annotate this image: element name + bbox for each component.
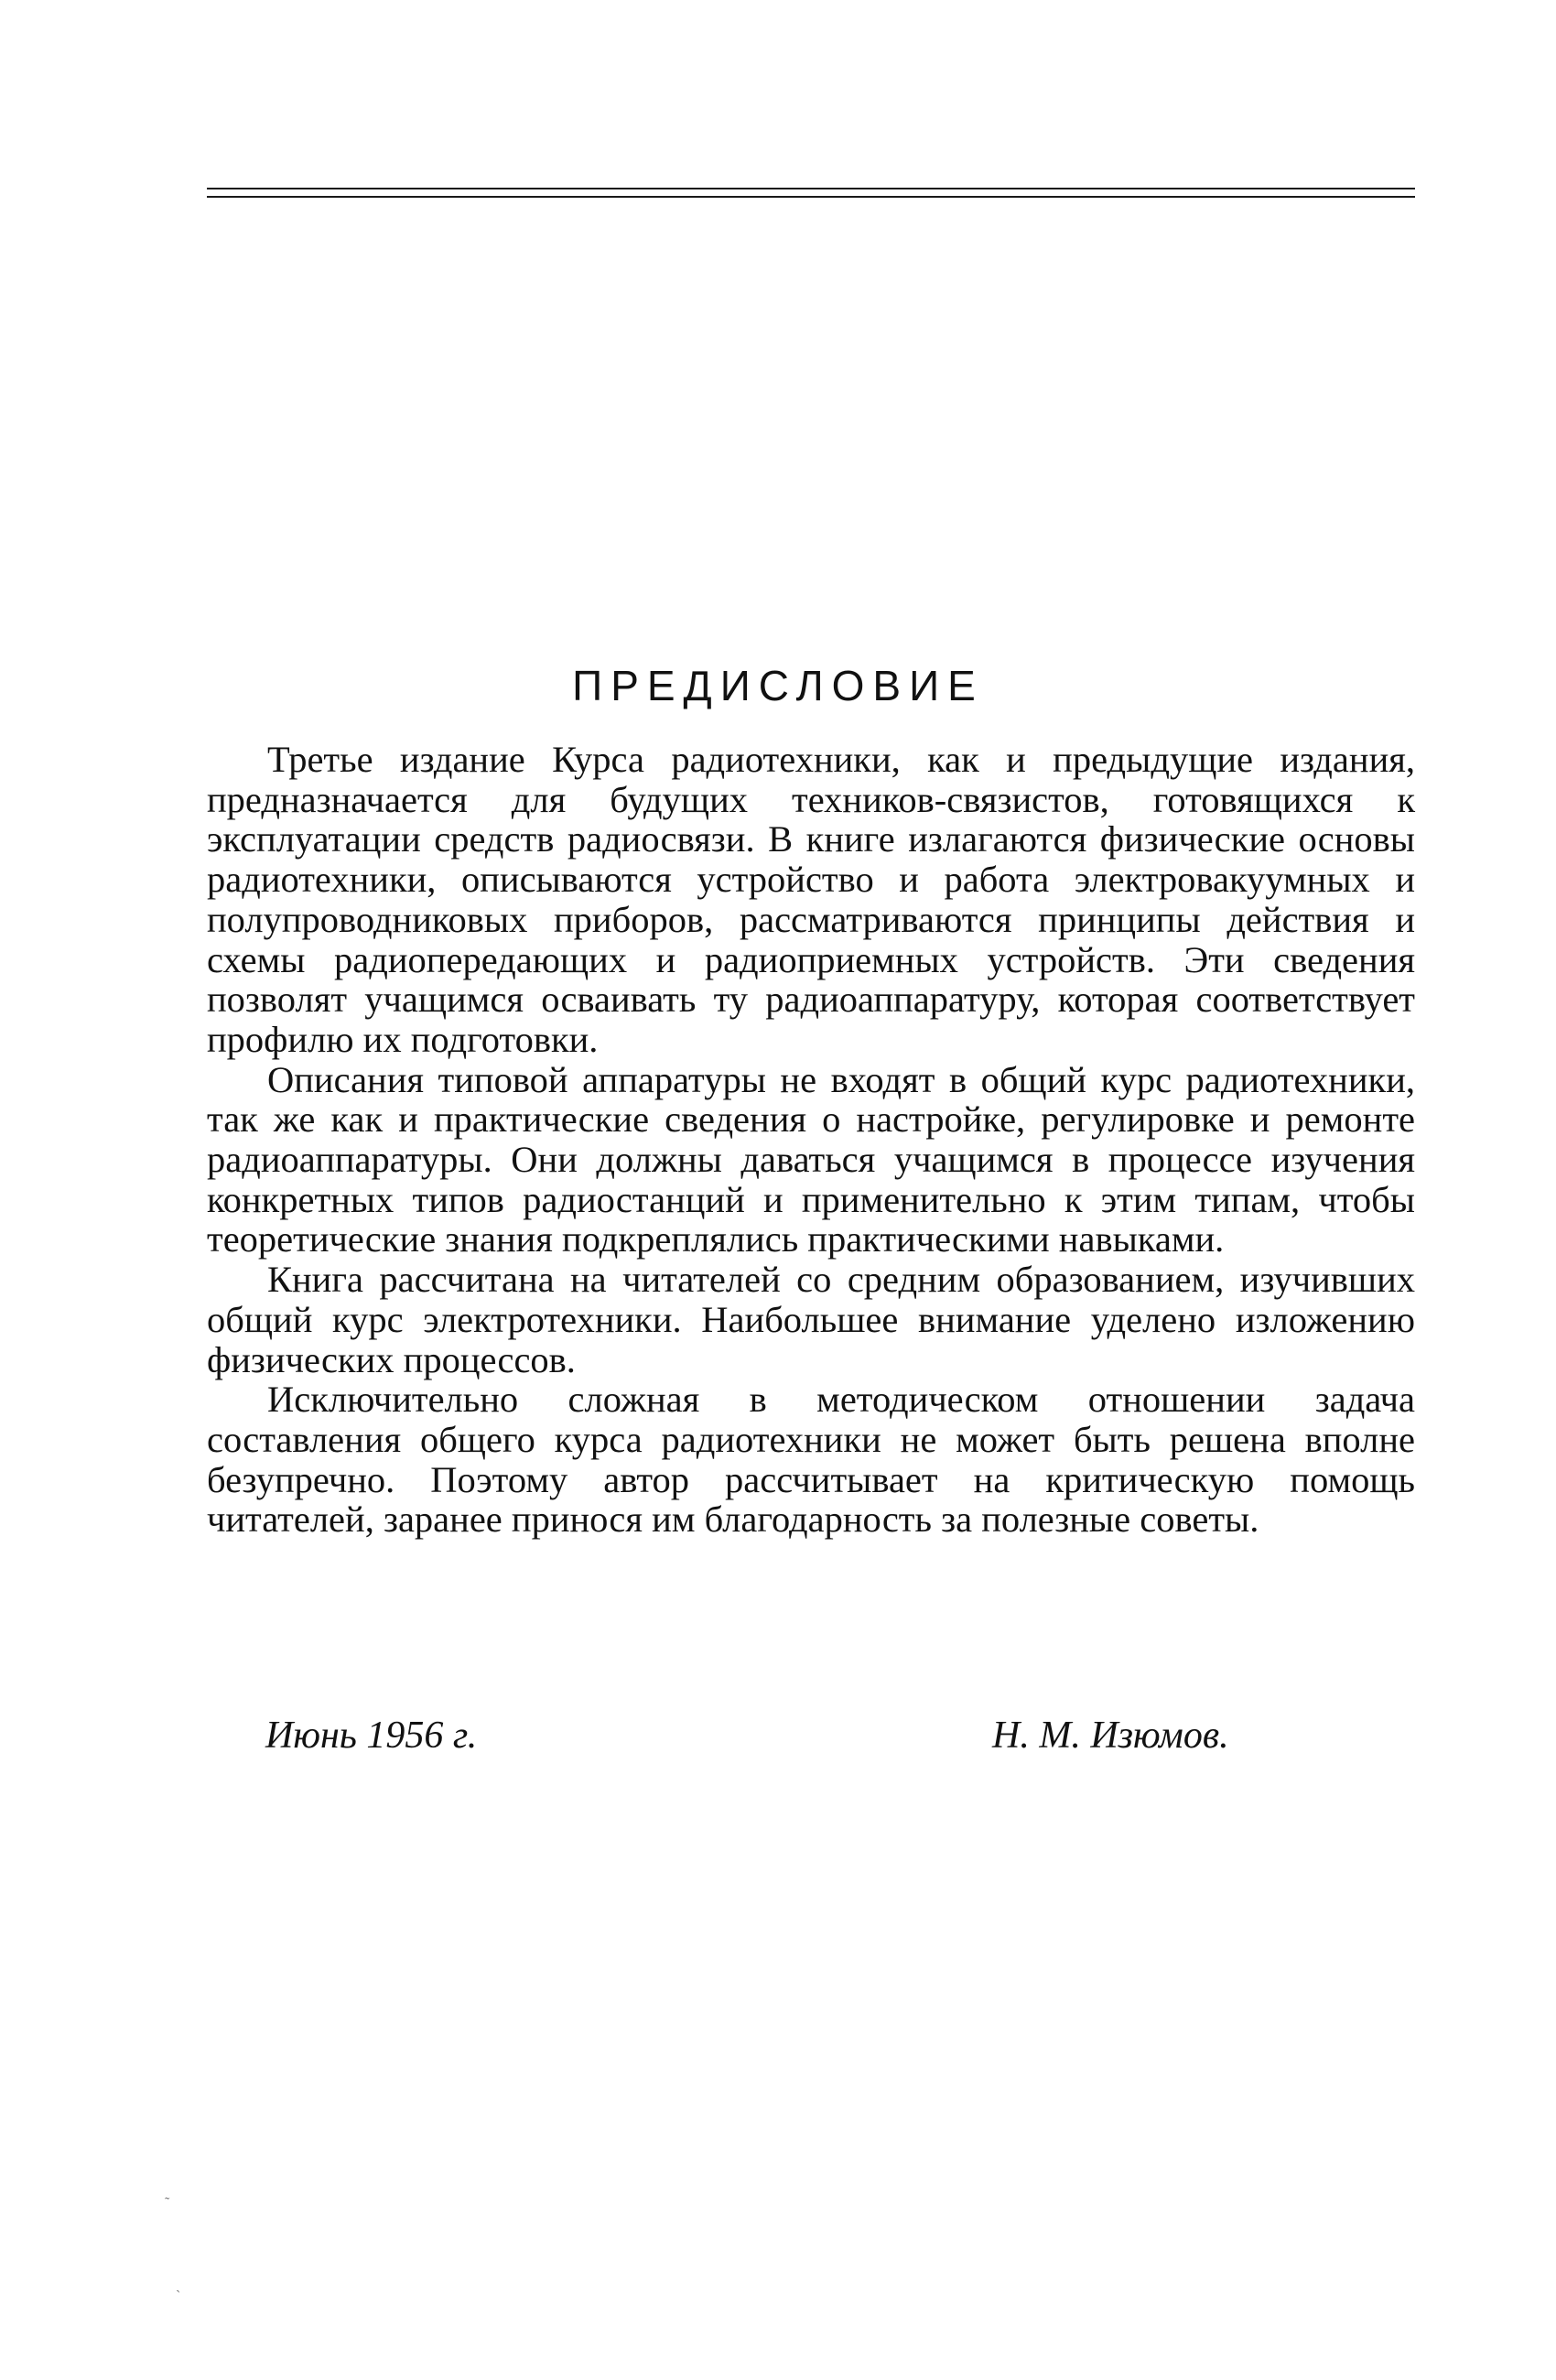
top-rule-lower [207,196,1415,198]
preface-body [207,740,1415,1540]
paragraph-4: Исключительно сложная в методическом отношении задача составления общего курса радиотехники не может быть решена вполне безупречно. Поэтому автор рассчитывает на критическую помощь читателей, заранее принося им благодарность за полезные советы. [207,1379,1415,1541]
paragraph-3: Книга рассчитана на читателей со средним образованием, изучивших общий курс электротехники. Наибольшее внимание уделено изложению физических процессов. [207,1259,1415,1380]
scan-speck-mark: ˏ [176,2277,181,2293]
scan-speck-mark: ˜ [165,2195,170,2211]
paragraph-2: Описания типовой аппаратуры не входят в общий курс радиотехники, так же как и практические сведения о настройке, регулировке и ремонте радиоаппаратуры. Они должны даваться учащимся в процессе изучения конкретных типов радиостанций и применительно к этим типам, чтобы теоретические знания подкреплялись практическими навыками. [207,1058,1415,1260]
signature-date: Июнь 1956 г. [265,1715,478,1757]
signature-line [207,1714,1415,1769]
signature-author: Н. М. Изюмов. [992,1715,1229,1757]
page-title: ПРЕДИСЛОВИЕ [572,662,984,709]
top-rule-upper [207,188,1415,189]
paragraph-1: Третье издание Курса радиотехники, как и предыдущие издания, предназначается для будущих техников-связистов, готовящихся к эксплуатации средств радиосвязи. В книге излагаются физические основы радиотехники, описываются устройство и работа электровакуумных и полупроводниковых приборов, рассматриваются принципы действия и схемы радиопередающих и радиоприемных устройств. Эти сведения позволят учащимся осваивать ту радиоаппаратуру, которая соответствует профилю их подготовки. [207,739,1415,1060]
